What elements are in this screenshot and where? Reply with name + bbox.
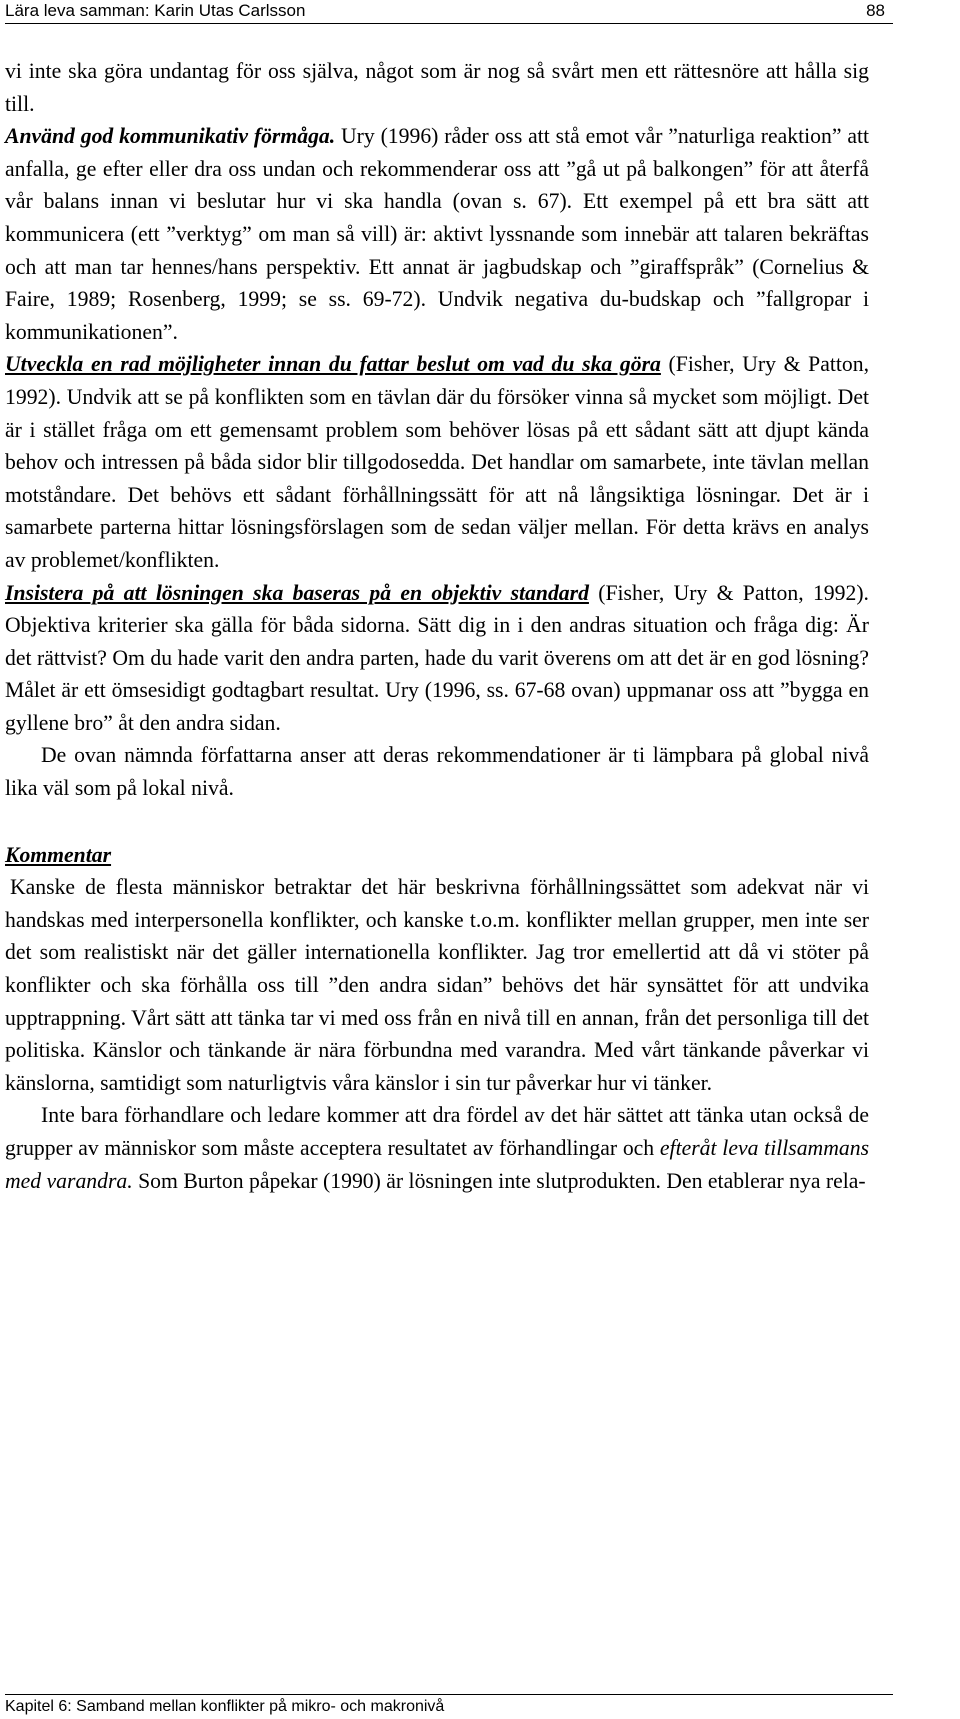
page-header [5,0,955,24]
section-heading [5,839,869,872]
paragraph-text: Ury (1996) råder oss att stå emot vår ”naturliga reaktion” att anfalla, ge efter eller dra oss undan och rekommenderar oss att ”gå ut på balkongen” för att återfå vår balans innan vi beslutar hur vi ska handla (ovan s. 67). Ett exempel på ett bra sätt att kommunicera (ett ”verktyg” om man så vill) är: aktivt lyssnande som innebär att talaren bekräftas och att man tar hennes/hans perspektiv. Ett annat är jagbudskap och ”giraffspråk” (Cornelius & Faire, 1989; Rosenberg, 1999; se ss. 69-72). Undvik negativa du-budskap och ”fallgropar i kommunikationen”. [5,124,869,344]
paragraph [5,577,869,740]
paragraph-text: vi inte ska göra undantag för oss själva, något som är nog så svårt men ett rättesnöre att hålla sig till. [5,59,869,116]
paragraph-lead: Insistera på att lösningen ska baseras på en objektiv standard [5,580,589,605]
paragraph-text: De ovan nämnda författarna anser att deras rekommendationer är ti lämpbara på global nivå lika väl som på lokal nivå. [5,743,869,801]
header-rule [5,23,893,24]
paragraph-text: (Fisher, Ury & Patton, 1992). Objektiva kriterier ska gälla för båda sidorna. Sätt dig in i den andras situation och fråga dig: Är det rättvist? Om du hade varit den andra parten, hade du varit överens om att det är en god lösning? Målet är ett ömsesidigt godtagbart resultat. Ury (1996, ss. 67-68 ovan) uppmanar oss att ”bygga en gyllene bro” åt den andra sidan. [5,580,869,735]
spacer [5,805,869,839]
page-number: 88 [866,1,885,20]
paragraph-text: Som Burton påpekar (1990) är lösningen inte slutprodukten. Den etablerar nya rela- [132,1168,866,1193]
paragraph [5,739,869,804]
paragraph-text: (Fisher, Ury & Patton, 1992). Undvik att se på konflikten som en tävlan där du försöker vinna så mycket som möjligt. Det är i stället fråga om ett gemensamt problem som behöver lösas på ett sådant sätt att djupt kända behov och intressen på båda sidor blir tillgodosedda. Det handlar om samarbete, inte tävlan mellan motståndare. Det behövs ett sådant förhållningssätt för att nå långsiktiga lösningar. Det är i samarbete parterna hittar lösningsförslagen som de sedan väljer mellan. För detta krävs en analys av problemet/konflikten. [5,352,869,572]
page-body [5,55,869,1197]
running-title: Lära leva samman: Karin Utas Carlsson [5,1,306,20]
footer-rule [5,1694,893,1695]
paragraph [5,55,869,120]
paragraph-text: Kanske de flesta människor betraktar det här beskrivna förhållningssättet som adekvat när vi handskas med interpersonella konflikter, och kanske t.o.m. konflikter mellan grupper, men inte ser det som realistiskt när det gäller internationella konflikter. Jag tror emellertid att då vi stöter på konflikter och ska förhålla oss till ”den andra sidan” behövs det här synsättet för att undvika upptrappning. Vårt sätt att tänka tar vi med oss från en nivå till en annan, från det personliga till det politiska. Känslor och tänkande är nära förbundna med varandra. Med vårt tänkande påverkar vi känslorna, samtidigt som naturligtvis våra känslor i sin tur påverkar hur vi tänker. [5,875,869,1095]
paragraph-lead: Använd god kommunikativ förmåga. [5,124,336,149]
paragraph-lead: Utveckla en rad möjligheter innan du fattar beslut om vad du ska göra [5,352,661,377]
page-footer: Kapitel 6: Samband mellan konflikter på mikro- och makronivå [5,1698,445,1715]
paragraph [5,120,869,348]
paragraph [5,871,869,1099]
paragraph-text: Inte bara förhandlare och ledare kommer att dra fördel av det här sättet att tänka utan också de grupper av människor som måste acceptera resultatet av förhandlingar och [5,1103,869,1160]
paragraph-italic: efteråt leva tillsammans med varandra. [5,1136,870,1193]
heading-text: Kommentar [5,842,112,867]
paragraph [5,348,869,576]
paragraph [5,1099,869,1197]
